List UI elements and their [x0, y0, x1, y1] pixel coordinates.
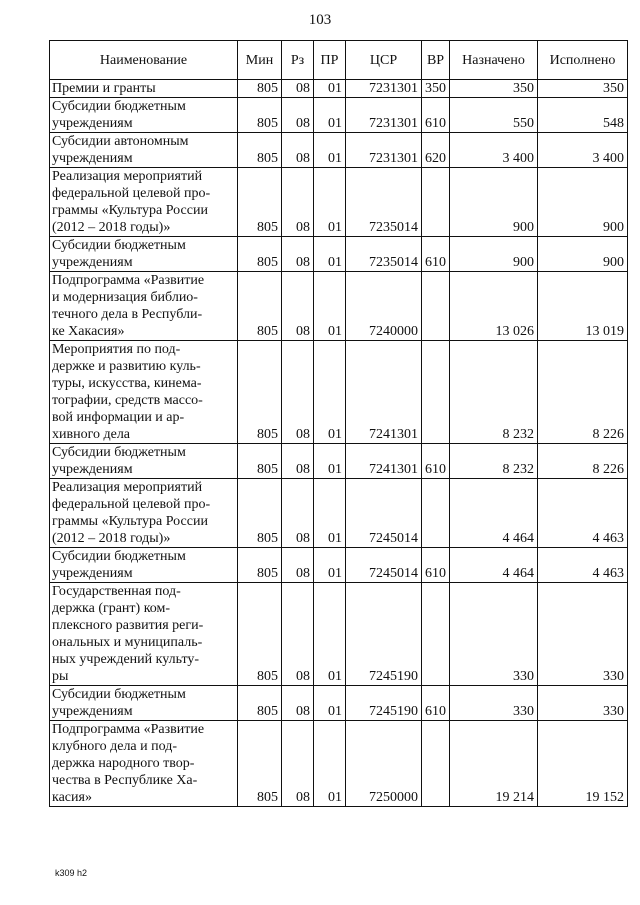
cell-vr: 610 — [422, 686, 450, 721]
cell-name: Мероприятия по под- держке и развитию куль- туры, искусства, кинема- тографии, средств массо- вой информации и ар- хивного дела — [50, 341, 238, 444]
cell-csr: 7235014 — [346, 237, 422, 272]
cell-vr: 620 — [422, 133, 450, 168]
cell-min: 805 — [238, 686, 282, 721]
cell-csr: 7240000 — [346, 272, 422, 341]
table-row — [50, 583, 628, 686]
cell-vr: 610 — [422, 98, 450, 133]
cell-csr: 7241301 — [346, 444, 422, 479]
table-row — [50, 686, 628, 721]
cell-csr: 7241301 — [346, 341, 422, 444]
cell-pr: 01 — [314, 686, 346, 721]
cell-csr: 7245014 — [346, 479, 422, 548]
cell-min: 805 — [238, 721, 282, 807]
cell-pr: 01 — [314, 98, 346, 133]
cell-csr: 7231301 — [346, 98, 422, 133]
cell-pr: 01 — [314, 80, 346, 98]
cell-assigned: 550 — [450, 98, 538, 133]
table-row — [50, 133, 628, 168]
cell-name: Субсидии бюджетным учреждениям — [50, 237, 238, 272]
cell-rz: 08 — [282, 237, 314, 272]
cell-pr: 01 — [314, 272, 346, 341]
table-row — [50, 272, 628, 341]
cell-name: Подпрограмма «Развитие клубного дела и под- держка народного твор- чества в Республике Ха- касия» — [50, 721, 238, 807]
cell-csr: 7231301 — [346, 133, 422, 168]
cell-min: 805 — [238, 98, 282, 133]
cell-executed: 19 152 — [538, 721, 628, 807]
table-row — [50, 80, 628, 98]
cell-min: 805 — [238, 479, 282, 548]
cell-rz: 08 — [282, 272, 314, 341]
cell-vr — [422, 583, 450, 686]
cell-vr — [422, 168, 450, 237]
cell-name: Субсидии бюджетным учреждениям — [50, 98, 238, 133]
table-body — [50, 80, 628, 807]
cell-min: 805 — [238, 237, 282, 272]
cell-min: 805 — [238, 272, 282, 341]
cell-rz: 08 — [282, 168, 314, 237]
cell-pr: 01 — [314, 583, 346, 686]
cell-csr: 7245190 — [346, 583, 422, 686]
cell-vr: 350 — [422, 80, 450, 98]
cell-vr — [422, 272, 450, 341]
cell-vr — [422, 479, 450, 548]
cell-min: 805 — [238, 341, 282, 444]
table-row — [50, 98, 628, 133]
cell-pr: 01 — [314, 444, 346, 479]
cell-min: 805 — [238, 168, 282, 237]
header-row — [50, 41, 628, 80]
header-csr: ЦСР — [346, 41, 422, 80]
cell-executed: 330 — [538, 583, 628, 686]
cell-assigned: 19 214 — [450, 721, 538, 807]
cell-vr: 610 — [422, 548, 450, 583]
page-number: 103 — [308, 12, 332, 28]
cell-name: Субсидии бюджетным учреждениям — [50, 686, 238, 721]
cell-csr: 7235014 — [346, 168, 422, 237]
cell-name: Реализация мероприятий федеральной целевой про- граммы «Культура России (2012 – 2018 годы)» — [50, 479, 238, 548]
cell-assigned: 4 464 — [450, 479, 538, 548]
cell-min: 805 — [238, 80, 282, 98]
cell-executed: 8 226 — [538, 444, 628, 479]
header-pr: ПР — [314, 41, 346, 80]
footer-code: k309 h2 — [55, 868, 88, 878]
header-name: Наименование — [50, 41, 238, 80]
cell-min: 805 — [238, 548, 282, 583]
cell-executed: 13 019 — [538, 272, 628, 341]
cell-executed: 900 — [538, 237, 628, 272]
header-rz: Рз — [282, 41, 314, 80]
cell-csr: 7245014 — [346, 548, 422, 583]
cell-rz: 08 — [282, 583, 314, 686]
budget-table — [49, 40, 628, 807]
cell-name: Субсидии автономным учреждениям — [50, 133, 238, 168]
cell-pr: 01 — [314, 721, 346, 807]
cell-assigned: 8 232 — [450, 444, 538, 479]
cell-rz: 08 — [282, 341, 314, 444]
cell-name: Подпрограмма «Развитие и модернизация библио- течного дела в Республи- ке Хакасия» — [50, 272, 238, 341]
cell-executed: 330 — [538, 686, 628, 721]
cell-assigned: 330 — [450, 686, 538, 721]
cell-executed: 8 226 — [538, 341, 628, 444]
cell-pr: 01 — [314, 133, 346, 168]
cell-rz: 08 — [282, 721, 314, 807]
cell-csr: 7245190 — [346, 686, 422, 721]
cell-vr — [422, 341, 450, 444]
cell-executed: 4 463 — [538, 548, 628, 583]
cell-name: Государственная под- держка (грант) ком- плексного развития реги- ональных и муниципаль- ных учреждений культу- ры — [50, 583, 238, 686]
cell-executed: 4 463 — [538, 479, 628, 548]
cell-name: Премии и гранты — [50, 80, 238, 98]
cell-assigned: 8 232 — [450, 341, 538, 444]
cell-name: Субсидии бюджетным учреждениям — [50, 548, 238, 583]
cell-pr: 01 — [314, 237, 346, 272]
cell-pr: 01 — [314, 341, 346, 444]
cell-rz: 08 — [282, 133, 314, 168]
cell-rz: 08 — [282, 686, 314, 721]
cell-vr — [422, 721, 450, 807]
table-row — [50, 721, 628, 807]
cell-rz: 08 — [282, 548, 314, 583]
cell-assigned: 900 — [450, 237, 538, 272]
cell-assigned: 4 464 — [450, 548, 538, 583]
cell-csr: 7250000 — [346, 721, 422, 807]
cell-rz: 08 — [282, 444, 314, 479]
cell-name: Субсидии бюджетным учреждениям — [50, 444, 238, 479]
cell-pr: 01 — [314, 479, 346, 548]
cell-csr: 7231301 — [346, 80, 422, 98]
table-row — [50, 444, 628, 479]
header-min: Мин — [238, 41, 282, 80]
cell-executed: 900 — [538, 168, 628, 237]
cell-assigned: 900 — [450, 168, 538, 237]
header-assigned: Назначено — [450, 41, 538, 80]
cell-assigned: 350 — [450, 80, 538, 98]
cell-executed: 548 — [538, 98, 628, 133]
table-row — [50, 341, 628, 444]
cell-rz: 08 — [282, 80, 314, 98]
table-row — [50, 548, 628, 583]
cell-rz: 08 — [282, 479, 314, 548]
cell-rz: 08 — [282, 98, 314, 133]
cell-vr: 610 — [422, 237, 450, 272]
cell-assigned: 13 026 — [450, 272, 538, 341]
table-row — [50, 237, 628, 272]
header-executed: Исполнено — [538, 41, 628, 80]
cell-min: 805 — [238, 133, 282, 168]
cell-executed: 3 400 — [538, 133, 628, 168]
cell-assigned: 330 — [450, 583, 538, 686]
cell-pr: 01 — [314, 168, 346, 237]
cell-min: 805 — [238, 444, 282, 479]
cell-vr: 610 — [422, 444, 450, 479]
table-row — [50, 168, 628, 237]
cell-name: Реализация мероприятий федеральной целевой про- граммы «Культура России (2012 – 2018 годы)» — [50, 168, 238, 237]
cell-pr: 01 — [314, 548, 346, 583]
cell-min: 805 — [238, 583, 282, 686]
cell-assigned: 3 400 — [450, 133, 538, 168]
header-vr: ВР — [422, 41, 450, 80]
cell-executed: 350 — [538, 80, 628, 98]
table-row — [50, 479, 628, 548]
